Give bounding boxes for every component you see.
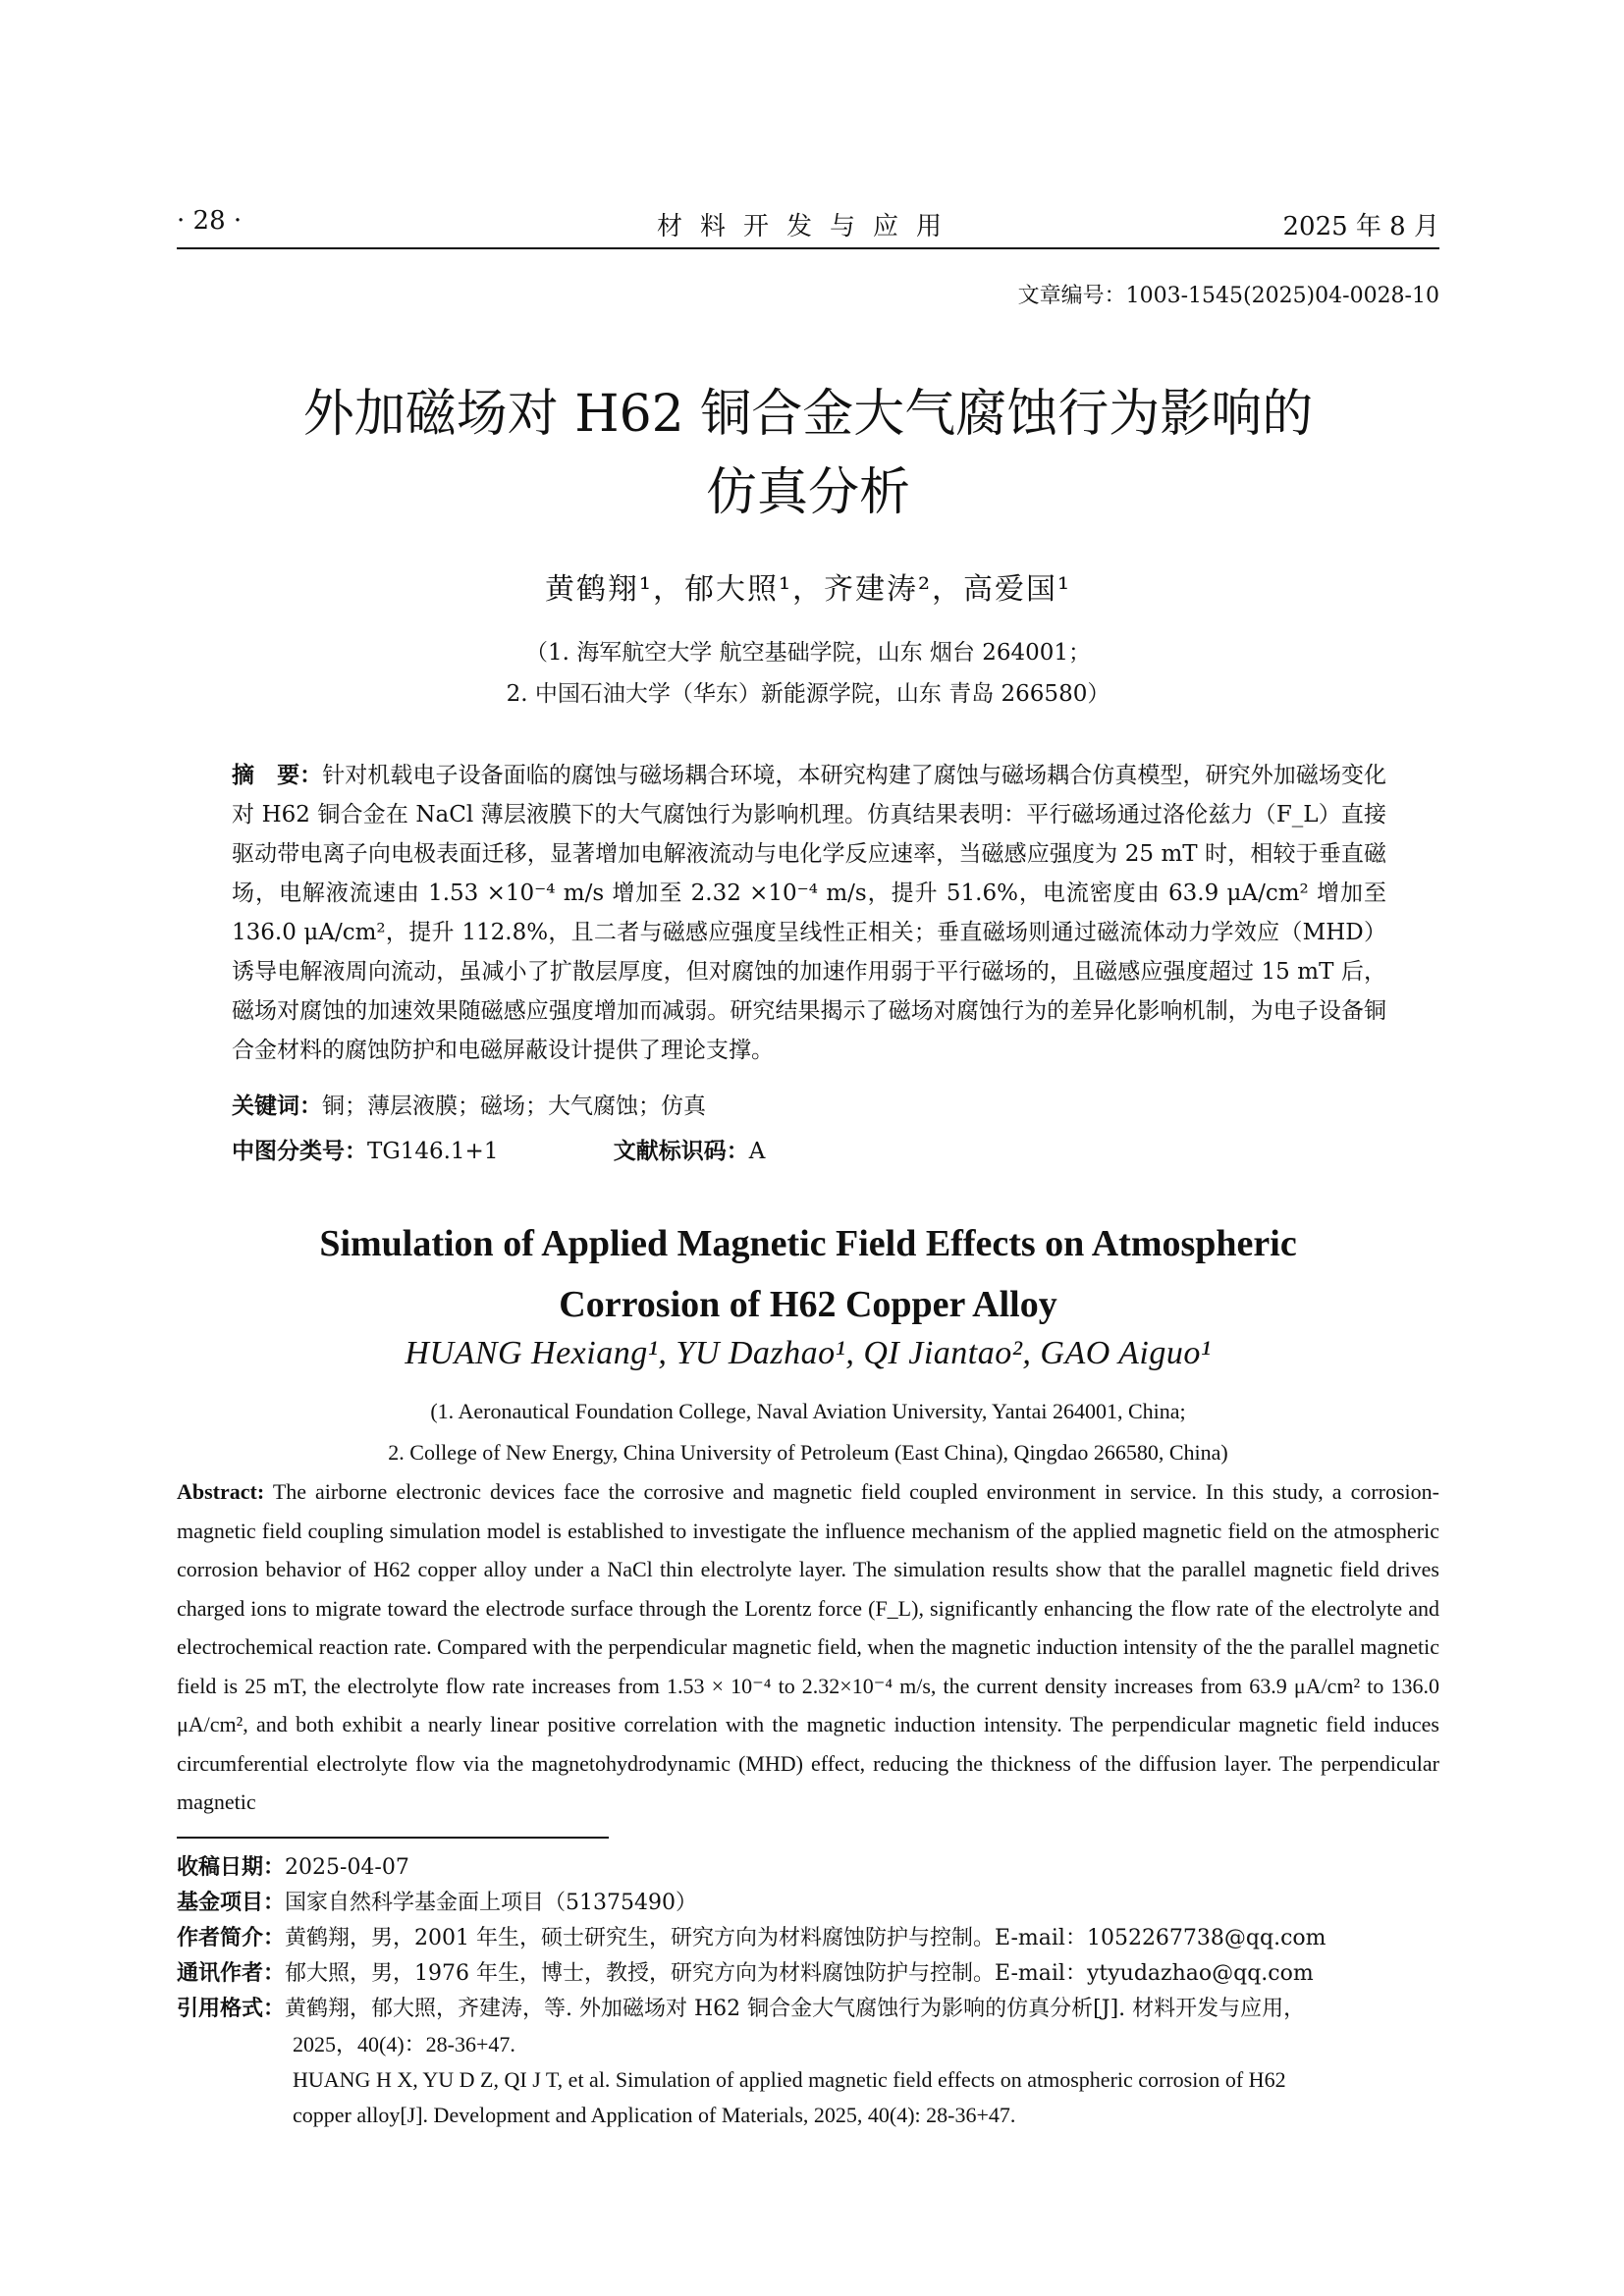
affiliation-english-2: 2. College of New Energy, China University of Petroleum (East China), Qingdao 266580, China): [388, 1440, 1228, 1465]
abstract-chinese-text: 针对机载电子设备面临的腐蚀与磁场耦合环境，本研究构建了腐蚀与磁场耦合仿真模型，研究外加磁场变化对 H62 铜合金在 NaCl 薄层液膜下的大气腐蚀行为影响机理。仿真结果表明：平行磁场通过洛伦兹力（F_L）直接驱动带电离子向电极表面迁移，显著增加电解液流动与电化学反应速率，当磁感应强度为 25 mT 时，相较于垂直磁场，电解液流速由 1.53 ×10⁻⁴ m/s 增加至 2.32 ×10⁻⁴ m/s，提升 51.6%，电流密度由 63.9 μA/cm² 增加至 136.0 μA/cm²，提升 112.8%，且二者与磁感应强度呈线性正相关；垂直磁场则通过磁流体动力学效应（MHD）诱导电解液周向流动，虽减小了扩散层厚度，但对腐蚀的加速作用弱于平行磁场的，且磁感应强度超过 15 mT 后，磁场对腐蚀的加速效果随磁感应强度增加而减弱。研究结果揭示了磁场对腐蚀行为的差异化影响机制，为电子设备铜合金材料的腐蚀防护和电磁屏蔽设计提供了理论支撑。: [232, 763, 1387, 1063]
clc-label: 中图分类号：: [232, 1139, 367, 1164]
citation-english-1: HUANG H X, YU D Z, QI J T, et al. Simulation of applied magnetic field effects on atmospheric corrosion of H62: [293, 2067, 1286, 2092]
citation-label: 引用格式：: [177, 1997, 286, 2021]
corresponding-value: 郁大照，男，1976 年生，博士，教授，研究方向为材料腐蚀防护与控制。E-mail：ytyudazhao@qq.com: [285, 1961, 1314, 1986]
abstract-english: [177, 1472, 1439, 1822]
fund-project: [177, 1886, 1439, 1921]
keywords-label: 关键词：: [232, 1094, 322, 1119]
title-chinese-line-2: 仿真分析: [705, 463, 910, 522]
bio-value: 黄鹤翔，男，2001 年生，硕士研究生，研究方向为材料腐蚀防护与控制。E-mail：1052267738@qq.com: [285, 1926, 1326, 1950]
abstract-chinese: [232, 756, 1386, 1070]
received-date: [177, 1850, 1439, 1886]
clc-value: TG146.1+1: [367, 1139, 499, 1164]
affiliation-english-1: (1. Aeronautical Foundation College, Naval Aviation University, Yantai 264001, China;: [430, 1399, 1186, 1423]
corresponding-author: [177, 1956, 1439, 1992]
page-number: · 28 ·: [177, 206, 243, 236]
abstract-chinese-label: 摘 要：: [232, 763, 323, 788]
running-header: [177, 206, 1439, 245]
article-number: 文章编号：1003-1545(2025)04-0028-10: [1017, 284, 1439, 308]
title-english-line-2: Corrosion of H62 Copper Alloy: [559, 1284, 1057, 1325]
abstract-english-label: Abstract:: [177, 1479, 265, 1504]
author-bio: [177, 1921, 1439, 1956]
issue-date: 2025 年 8 月: [1282, 212, 1439, 241]
affiliation-chinese-1: （1. 海军航空大学 航空基础学院，山东 烟台 264001；: [525, 640, 1091, 666]
keywords-chinese: [232, 1088, 706, 1120]
authors-chinese: 黄鹤翔¹，郁大照¹，齐建涛²，高爱国¹: [544, 572, 1072, 607]
affiliations-chinese: [177, 632, 1439, 715]
doc-code-value: A: [748, 1139, 766, 1164]
title-english-line-1: Simulation of Applied Magnetic Field Effects on Atmospheric: [319, 1223, 1297, 1264]
affiliations-english: [177, 1391, 1439, 1473]
received-value: 2025-04-07: [285, 1855, 409, 1880]
authors-english: HUANG Hexiang¹, YU Dazhao¹, QI Jiantao², GAO Aiguo¹: [405, 1335, 1212, 1371]
title-chinese: [177, 375, 1439, 532]
received-label: 收稿日期：: [177, 1855, 286, 1880]
header-rule: [177, 247, 1439, 249]
citation-english-2: copper alloy[J]. Development and Application of Materials, 2025, 40(4): 28-36+47.: [293, 2103, 1016, 2127]
title-english: [177, 1213, 1439, 1335]
corresponding-label: 通讯作者：: [177, 1961, 286, 1986]
affiliation-chinese-2: 2. 中国石油大学（华东）新能源学院，山东 青岛 266580）: [506, 681, 1110, 707]
footnotes: [177, 1850, 1439, 2133]
doc-code-label: 文献标识码：: [613, 1139, 749, 1164]
fund-label: 基金项目：: [177, 1891, 286, 1915]
abstract-english-text: The airborne electronic devices face the corrosive and magnetic field coupled environment in service. In this study, a corrosion-magnetic field coupling simulation model is established to investigate the influence mechanism of the applied magnetic field on the atmospheric corrosion behavior of H62 copper alloy under a NaCl thin electrolyte layer. The simulation results show that the parallel magnetic field drives charged ions to migrate toward the electrode surface through the Lorentz force (F_L), significantly enhancing the flow rate of the electrolyte and electrochemical reaction rate. Compared with the perpendicular magnetic field, when the magnetic induction intensity of the the parallel magnetic field is 25 mT, the electrolyte flow rate increases from 1.53 × 10⁻⁴ to 2.32×10⁻⁴ m/s, the current density increases from 63.9 μA/cm² to 136.0 μA/cm², and both exhibit a nearly linear positive correlation with the magnetic induction intensity. The perpendicular magnetic field induces circumferential electrolyte flow via the magnetohydrodynamic (MHD) effect, reducing the thickness of the diffusion layer. The perpendicular magnetic: [177, 1479, 1439, 1814]
footnote-rule: [177, 1837, 609, 1839]
keywords-text: 铜；薄层液膜；磁场；大气腐蚀；仿真: [322, 1094, 706, 1119]
classification-line: [232, 1133, 765, 1165]
citation-chinese-2: 2025，40(4)：28-36+47.: [293, 2032, 515, 2056]
citation-format: [177, 1992, 1439, 2027]
journal-name: 材料开发与应用: [656, 212, 959, 241]
title-chinese-line-1: 外加磁场对 H62 铜合金大气腐蚀行为影响的: [302, 385, 1314, 444]
fund-value: 国家自然科学基金面上项目（51375490）: [285, 1891, 697, 1915]
bio-label: 作者简介：: [177, 1926, 286, 1950]
citation-chinese-1: 黄鹤翔，郁大照，齐建涛，等. 外加磁场对 H62 铜合金大气腐蚀行为影响的仿真分析[J]. 材料开发与应用，: [285, 1997, 1306, 2021]
